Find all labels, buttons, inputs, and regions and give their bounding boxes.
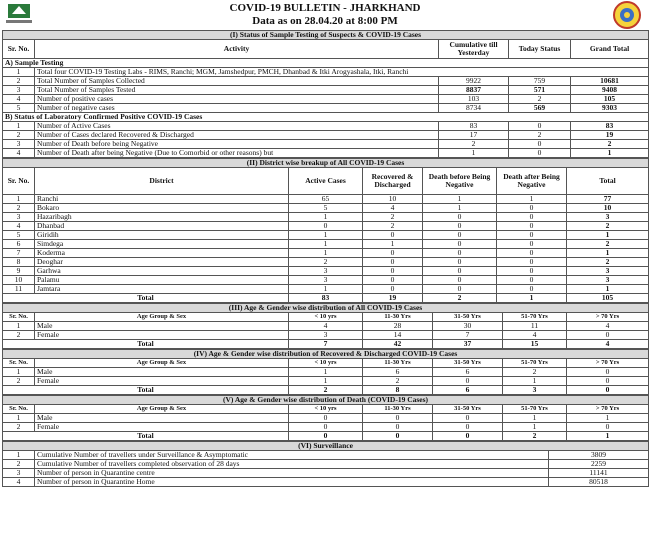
cell: 8 [363,386,433,395]
cell: 1 [567,432,649,441]
cell: 3 [567,267,649,276]
column-header: Sr. No. [3,40,35,59]
cell: 1 [3,451,35,460]
district-row [3,204,649,213]
cell: 1 [497,294,567,303]
cell: Number of Death after being Negative (Due to Comorbid or other reasons) but [35,149,439,158]
cell: 3 [3,469,35,478]
section-title: (VI) Surveillance [3,442,649,451]
cell: 15 [503,340,567,349]
cell: 0 [497,222,567,231]
cell: Bokaro [35,204,289,213]
government-emblem-icon [4,2,34,26]
cell: 83 [439,122,509,131]
cell: 28 [363,322,433,331]
cell: 3 [567,276,649,285]
cell: 3 [289,267,363,276]
column-header: Today Status [509,40,571,59]
cell: 17 [439,131,509,140]
cell: Koderma [35,249,289,258]
section-title: (I) Status of Sample Testing of Suspects & COVID-19 Cases [3,31,649,40]
cell: Hazaribagh [35,213,289,222]
column-header: Age Group & Sex [35,313,289,322]
cell: 4 [3,149,35,158]
cell: 6 [433,386,503,395]
cell: 0 [509,149,571,158]
sec3-age-table [2,303,649,349]
cell: Total Number of Samples Tested [35,86,439,95]
cell: 42 [363,340,433,349]
cell: 2 [567,222,649,231]
cell: 1 [503,414,567,423]
cell: 9303 [571,104,649,113]
cell: 2259 [549,460,649,469]
cell: 0 [289,423,363,432]
cell: 2 [503,432,567,441]
column-header: 31-50 Yrs [433,405,503,414]
cell: 1 [289,231,363,240]
cell: 0 [363,276,423,285]
cell: 2 [567,240,649,249]
column-header: 31-50 Yrs [433,313,503,322]
cell: 0 [497,231,567,240]
cell: 0 [567,331,649,340]
cell: 2 [509,95,571,104]
cell: 2 [3,77,35,86]
cell: 1 [289,377,363,386]
cell: 1 [423,204,497,213]
table-row [3,86,649,95]
cell: 9408 [571,86,649,95]
table-row [3,77,649,86]
cell: Total [3,432,289,441]
cell: 65 [289,195,363,204]
cell: 0 [497,285,567,294]
cell: 759 [509,77,571,86]
column-header: Activity [35,40,439,59]
cell: 5 [3,104,35,113]
cell: 6 [363,368,433,377]
cell: 6 [433,368,503,377]
cell: 4 [567,322,649,331]
cell: 0 [497,276,567,285]
cell: 9922 [439,77,509,86]
cell: 2 [571,140,649,149]
cell: 1 [289,240,363,249]
cell: Male [35,322,289,331]
cell: 1 [289,249,363,258]
cell: 0 [363,249,423,258]
cell: 3 [289,331,363,340]
subsection-title: B) Status of Laboratory Confirmed Positive COVID-19 Cases [3,113,649,122]
column-header: 11-30 Yrs [363,359,433,368]
column-header: Recovered & Discharged [363,168,423,195]
cell: 0 [289,222,363,231]
cell: Number of Death before being Negative [35,140,439,149]
cell: 1 [289,213,363,222]
cell: 2 [567,258,649,267]
cell: 103 [439,95,509,104]
cell: 0 [289,432,363,441]
total-row [3,340,649,349]
cell: Jamtara [35,285,289,294]
cell: 569 [509,104,571,113]
cell: 2 [363,213,423,222]
cell: 2 [289,386,363,395]
cell: 3 [3,213,35,222]
cell: 4 [289,322,363,331]
cell: 2 [3,377,35,386]
cell: 0 [433,432,503,441]
column-header: 11-30 Yrs [363,313,433,322]
district-row [3,222,649,231]
cell: 19 [363,294,423,303]
column-header: Sr. No. [3,359,35,368]
cell: 8734 [439,104,509,113]
table-row [3,149,649,158]
table-row [3,122,649,131]
district-row [3,276,649,285]
table-row [3,423,649,432]
total-row [3,294,649,303]
cell: 19 [571,131,649,140]
cell: 3 [3,140,35,149]
cell: 0 [423,267,497,276]
cell: 4 [363,204,423,213]
state-seal-icon [612,1,642,29]
cell: 10 [363,195,423,204]
table-row [3,104,649,113]
cell: 0 [423,276,497,285]
cell: 0 [423,258,497,267]
column-header: Sr. No. [3,405,35,414]
cell: 2 [509,131,571,140]
section-title: (IV) Age & Gender wise distribution of Recovered & Discharged COVID-19 Cases [3,350,649,359]
cell: 0 [567,377,649,386]
district-row [3,249,649,258]
cell: 0 [497,267,567,276]
cell: 2 [3,460,35,469]
cell: 5 [3,231,35,240]
table-row [3,322,649,331]
district-row [3,267,649,276]
cell: 105 [571,95,649,104]
cell: 1 [289,368,363,377]
district-row [3,258,649,267]
surveillance-row [3,451,649,460]
cell: 0 [423,240,497,249]
cell: 1 [497,195,567,204]
cell: 37 [433,340,503,349]
sec5-age-table [2,395,649,441]
cell: 0 [363,285,423,294]
cell: 2 [3,204,35,213]
cell: 8837 [439,86,509,95]
cell: 105 [567,294,649,303]
cell: 4 [503,331,567,340]
cell: 11 [3,285,35,294]
column-header: > 70 Yrs [567,313,649,322]
cell: Cumulative Number of travellers under Surveillance & Asymptomatic [35,451,549,460]
cell: 4 [567,340,649,349]
cell: Male [35,368,289,377]
cell: 0 [497,213,567,222]
cell: 0 [363,267,423,276]
cell: 0 [509,122,571,131]
cell: 0 [497,240,567,249]
column-header: 51-70 Yrs [503,313,567,322]
cell: Total [3,340,289,349]
cell: 2 [423,294,497,303]
cell: 2 [3,131,35,140]
table-row [3,131,649,140]
cell: 0 [433,377,503,386]
district-table [2,158,649,303]
cell: Deoghar [35,258,289,267]
cell: Male [35,414,289,423]
cell: 0 [423,231,497,240]
cell: 0 [433,423,503,432]
cell: 0 [497,249,567,258]
cell: 7 [433,331,503,340]
cell: 2 [439,140,509,149]
cell: 6 [3,240,35,249]
bulletin-subtitle: Data as on 28.04.20 at 8:00 PM [252,15,398,27]
cell: 1 [567,285,649,294]
cell: 1 [503,423,567,432]
cell: 1 [439,149,509,158]
cell: 10 [3,276,35,285]
total-row [3,432,649,441]
district-row [3,240,649,249]
cell: 1 [503,377,567,386]
column-header: Sr. No. [3,313,35,322]
cell: 0 [567,386,649,395]
column-header: Sr. No. [3,168,35,195]
cell: 2 [3,331,35,340]
cell: 2 [363,377,433,386]
cell: 8 [3,258,35,267]
table-row [3,95,649,104]
cell: Total Number of Samples Collected [35,77,439,86]
district-row [3,231,649,240]
cell: Total four COVID-19 Testing Labs - RIMS, Ranchi; MGM, Jamshedpur, PMCH, Dhanbad & Itki Arogyashala, Itki, Ranchi [35,68,649,77]
cell: 0 [567,423,649,432]
cell: 3 [289,276,363,285]
cell: 5 [289,204,363,213]
cell: 1 [363,240,423,249]
district-row [3,195,649,204]
district-row [3,213,649,222]
cell: 7 [289,340,363,349]
bulletin-title: COVID-19 BULLETIN - JHARKHAND [229,2,421,14]
cell: 0 [433,414,503,423]
total-row [3,386,649,395]
cell: Ranchi [35,195,289,204]
column-header: 11-30 Yrs [363,405,433,414]
cell: 7 [3,249,35,258]
surveillance-row [3,478,649,487]
surveillance-row [3,460,649,469]
cell: 3 [567,213,649,222]
cell: 0 [497,258,567,267]
cell: 1 [3,68,35,77]
cell: Number of negative cases [35,104,439,113]
column-header: Death after Being Negative [497,168,567,195]
section-title: (II) District wise breakup of All COVID-19 Cases [3,159,649,168]
cell: Number of person in Quarantine centre [35,469,549,478]
cell: Number of person in Quarantine Home [35,478,549,487]
cell: 10681 [571,77,649,86]
cell: 0 [363,258,423,267]
cell: 3 [503,386,567,395]
column-header: Grand Total [571,40,649,59]
cell: 1 [3,195,35,204]
table-row [3,377,649,386]
subsection-title: A) Sample Testing [3,59,649,68]
sample-testing-table [2,30,649,158]
column-header: > 70 Yrs [567,405,649,414]
surveillance-table [2,441,649,487]
cell: 30 [433,322,503,331]
cell: 1 [567,414,649,423]
column-header: Active Cases [289,168,363,195]
district-row [3,285,649,294]
column-header: < 10 yrs [289,359,363,368]
cell: 0 [289,414,363,423]
column-header: Total [567,168,649,195]
cell: Female [35,377,289,386]
cell: 0 [363,432,433,441]
table-row [3,414,649,423]
cell: 571 [509,86,571,95]
column-header: Age Group & Sex [35,405,289,414]
cell: Garhwa [35,267,289,276]
table-row [3,68,649,77]
cell: 0 [423,285,497,294]
cell: 4 [3,478,35,487]
cell: 0 [423,249,497,258]
sec4-age-table [2,349,649,395]
cell: Number of Cases declared Recovered & Discharged [35,131,439,140]
cell: Female [35,331,289,340]
cell: 1 [3,368,35,377]
cell: 0 [423,213,497,222]
cell: 80518 [549,478,649,487]
column-header: Cumulative till Yesterday [439,40,509,59]
cell: 1 [423,195,497,204]
cell: Number of Active Cases [35,122,439,131]
column-header: Age Group & Sex [35,359,289,368]
cell: 14 [363,331,433,340]
cell: 10 [567,204,649,213]
cell: Palamu [35,276,289,285]
cell: 0 [509,140,571,149]
cell: 1 [3,122,35,131]
cell: 0 [497,204,567,213]
cell: 4 [3,95,35,104]
column-header: Death before Being Negative [423,168,497,195]
cell: Cumulative Number of travellers completed observation of 28 days [35,460,549,469]
cell: 0 [363,231,423,240]
cell: Total [3,294,289,303]
cell: Dhanbad [35,222,289,231]
cell: 2 [363,222,423,231]
cell: 1 [567,231,649,240]
cell: 4 [3,222,35,231]
cell: Total [3,386,289,395]
column-header: < 10 yrs [289,405,363,414]
cell: 1 [289,285,363,294]
cell: 11141 [549,469,649,478]
cell: 77 [567,195,649,204]
cell: 1 [3,414,35,423]
cell: 3809 [549,451,649,460]
bulletin-header [0,0,650,30]
column-header: 51-70 Yrs [503,405,567,414]
surveillance-row [3,469,649,478]
cell: 0 [363,414,433,423]
cell: 11 [503,322,567,331]
column-header: District [35,168,289,195]
cell: 83 [289,294,363,303]
column-header: < 10 yrs [289,313,363,322]
cell: 0 [423,222,497,231]
cell: 3 [3,86,35,95]
cell: 83 [571,122,649,131]
cell: Number of positive cases [35,95,439,104]
cell: Simdega [35,240,289,249]
cell: 2 [3,423,35,432]
cell: 0 [567,368,649,377]
column-header: 51-70 Yrs [503,359,567,368]
cell: 1 [567,249,649,258]
table-row [3,140,649,149]
column-header: > 70 Yrs [567,359,649,368]
cell: Giridih [35,231,289,240]
section-title: (V) Age & Gender wise distribution of Death (COVID-19 Cases) [3,396,649,405]
section-title: (III) Age & Gender wise distribution of All COVID-19 Cases [3,304,649,313]
cell: 9 [3,267,35,276]
cell: Female [35,423,289,432]
column-header: 31-50 Yrs [433,359,503,368]
table-row [3,368,649,377]
cell: 1 [3,322,35,331]
table-row [3,331,649,340]
cell: 0 [363,423,433,432]
cell: 2 [289,258,363,267]
cell: 2 [503,368,567,377]
cell: 1 [571,149,649,158]
